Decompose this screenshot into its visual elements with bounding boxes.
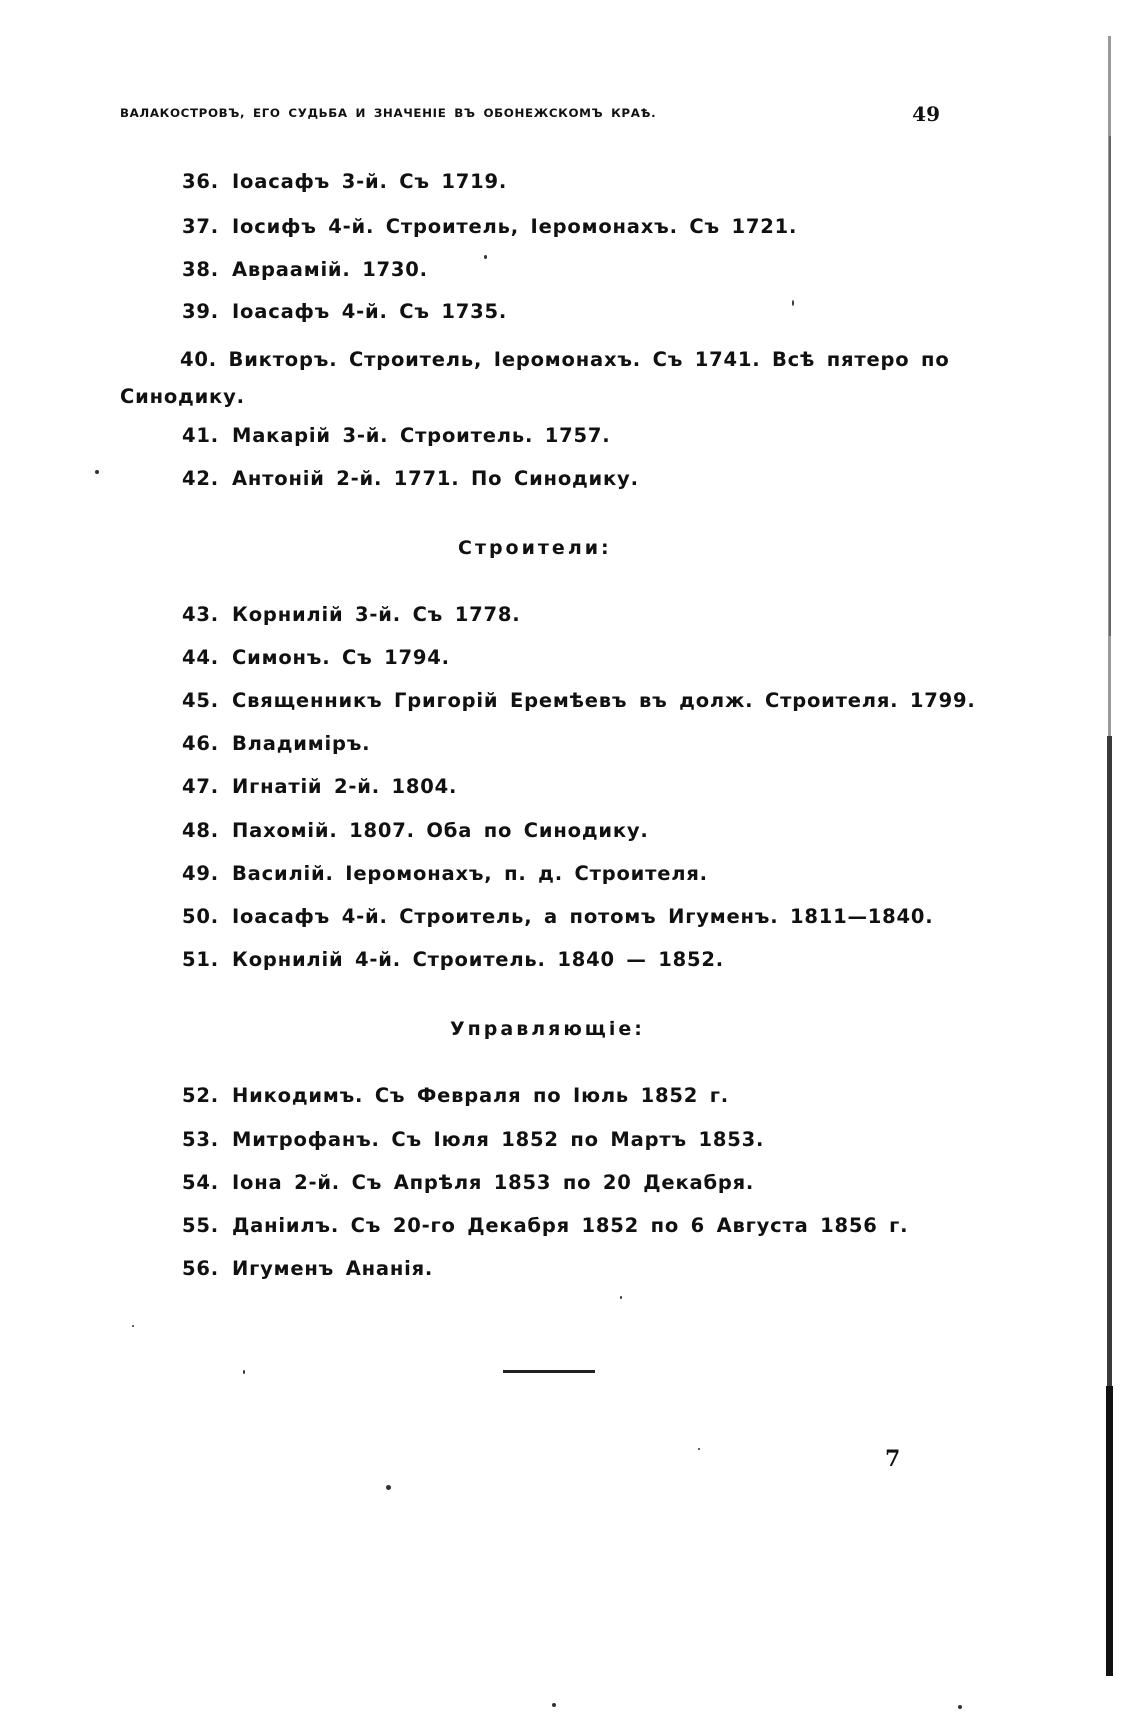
entry-number: 43. xyxy=(182,603,219,626)
list-item xyxy=(182,862,708,886)
entry-number: 48. xyxy=(182,819,219,842)
entry-text: Симонъ. Съ 1794. xyxy=(232,646,450,669)
entry-text: Владиміръ. xyxy=(232,732,371,755)
entry-number: 53. xyxy=(182,1128,219,1151)
entry-number: 42. xyxy=(182,467,219,490)
entry-text: Игуменъ Ананія. xyxy=(232,1257,434,1280)
entry-number: 36. xyxy=(182,170,219,193)
list-item xyxy=(182,689,976,713)
scan-edge-artifact xyxy=(1100,36,1114,1676)
entry-number: 51. xyxy=(182,948,219,971)
list-item xyxy=(182,732,370,756)
entry-text: Василій. Іеромонахъ, п. д. Строителя. xyxy=(232,862,708,885)
entry-text: Іоасафъ 4-й. Съ 1735. xyxy=(232,300,508,323)
entry-text: Іона 2-й. Съ Апрѣля 1853 по 20 Декабря. xyxy=(232,1171,755,1194)
entry-text: Митрофанъ. Съ Іюля 1852 по Мартъ 1853. xyxy=(232,1128,765,1151)
section-heading-builders: Строители: xyxy=(458,537,612,559)
entry-number: 37. xyxy=(182,215,219,238)
entry-number: 52. xyxy=(182,1084,219,1107)
entry-text: Даніилъ. Съ 20-го Декабря 1852 по 6 Августа 1856 г. xyxy=(232,1214,909,1237)
entry-number: 50. xyxy=(182,905,219,928)
entry-text: Священникъ Григорій Еремѣевъ въ долж. Строителя. 1799. xyxy=(232,689,976,712)
speck xyxy=(552,1703,556,1707)
list-item xyxy=(182,467,639,491)
list-item xyxy=(182,775,457,799)
speck xyxy=(132,1325,134,1327)
list-item xyxy=(182,258,428,282)
entry-number: 47. xyxy=(182,775,219,798)
section-heading-managers: Управляющіе: xyxy=(450,1018,645,1040)
page-number: 49 xyxy=(912,102,940,126)
list-item xyxy=(120,341,950,415)
entry-number: 38. xyxy=(182,258,219,281)
entry-text: Макарій 3-й. Строитель. 1757. xyxy=(232,424,611,447)
entry-number: 46. xyxy=(182,732,219,755)
list-item xyxy=(182,424,610,448)
speck xyxy=(484,255,487,259)
list-item xyxy=(182,1214,908,1238)
entry-text: Іоасафъ 4-й. Строитель, а потомъ Игуменъ. 1811—1840. xyxy=(232,905,934,928)
entry-text: Іоасафъ 3-й. Съ 1719. xyxy=(232,170,508,193)
entry-text-line-2: Синодику. xyxy=(120,385,245,408)
speck xyxy=(386,1485,391,1490)
list-item xyxy=(182,819,649,843)
speck xyxy=(958,1705,962,1709)
closing-rule xyxy=(503,1370,595,1373)
list-item xyxy=(182,1171,754,1195)
signature-mark: 7 xyxy=(885,1446,901,1472)
list-item xyxy=(182,948,724,972)
entry-text: Корнилій 3-й. Съ 1778. xyxy=(232,603,521,626)
list-item xyxy=(182,1084,729,1108)
entry-text: Антоній 2-й. 1771. По Синодику. xyxy=(232,467,639,490)
entry-text: Корнилій 4-й. Строитель. 1840 — 1852. xyxy=(232,948,724,971)
list-item xyxy=(182,170,507,194)
entry-number: 56. xyxy=(182,1257,219,1280)
list-item xyxy=(182,646,450,670)
entry-number: 45. xyxy=(182,689,219,712)
entry-number: 39. xyxy=(182,300,219,323)
entry-text: Пахомій. 1807. Оба по Синодику. xyxy=(232,819,649,842)
entry-text: Игнатій 2-й. 1804. xyxy=(232,775,458,798)
entry-text: Авраамій. 1730. xyxy=(232,258,428,281)
entry-number: 49. xyxy=(182,862,219,885)
entry-text-line-1: 40. Викторъ. Строитель, Іеромонахъ. Съ 1741. Всѣ пятеро по xyxy=(180,348,950,371)
list-item xyxy=(182,300,507,324)
entry-text: Іосифъ 4-й. Строитель, Іеромонахъ. Съ 1721. xyxy=(232,215,798,238)
entry-number: 41. xyxy=(182,424,219,447)
running-title: ВАЛАКОСТРОВЪ, ЕГО СУДЬБА И ЗНАЧЕНІЕ ВЪ ОБОНЕЖСКОМЪ КРАѢ. xyxy=(120,106,657,120)
speck xyxy=(243,1370,245,1374)
entry-text: Никодимъ. Съ Февраля по Іюль 1852 г. xyxy=(232,1084,729,1107)
list-item xyxy=(182,215,797,239)
list-item xyxy=(182,905,933,929)
speck xyxy=(95,470,99,474)
running-header xyxy=(120,104,940,132)
list-item xyxy=(182,1257,433,1281)
entry-number: 44. xyxy=(182,646,219,669)
list-item xyxy=(182,603,520,627)
entry-number: 55. xyxy=(182,1214,219,1237)
entry-number: 54. xyxy=(182,1171,219,1194)
speck xyxy=(698,1448,700,1450)
list-item xyxy=(182,1128,764,1152)
speck xyxy=(620,1296,622,1299)
speck xyxy=(792,300,794,306)
